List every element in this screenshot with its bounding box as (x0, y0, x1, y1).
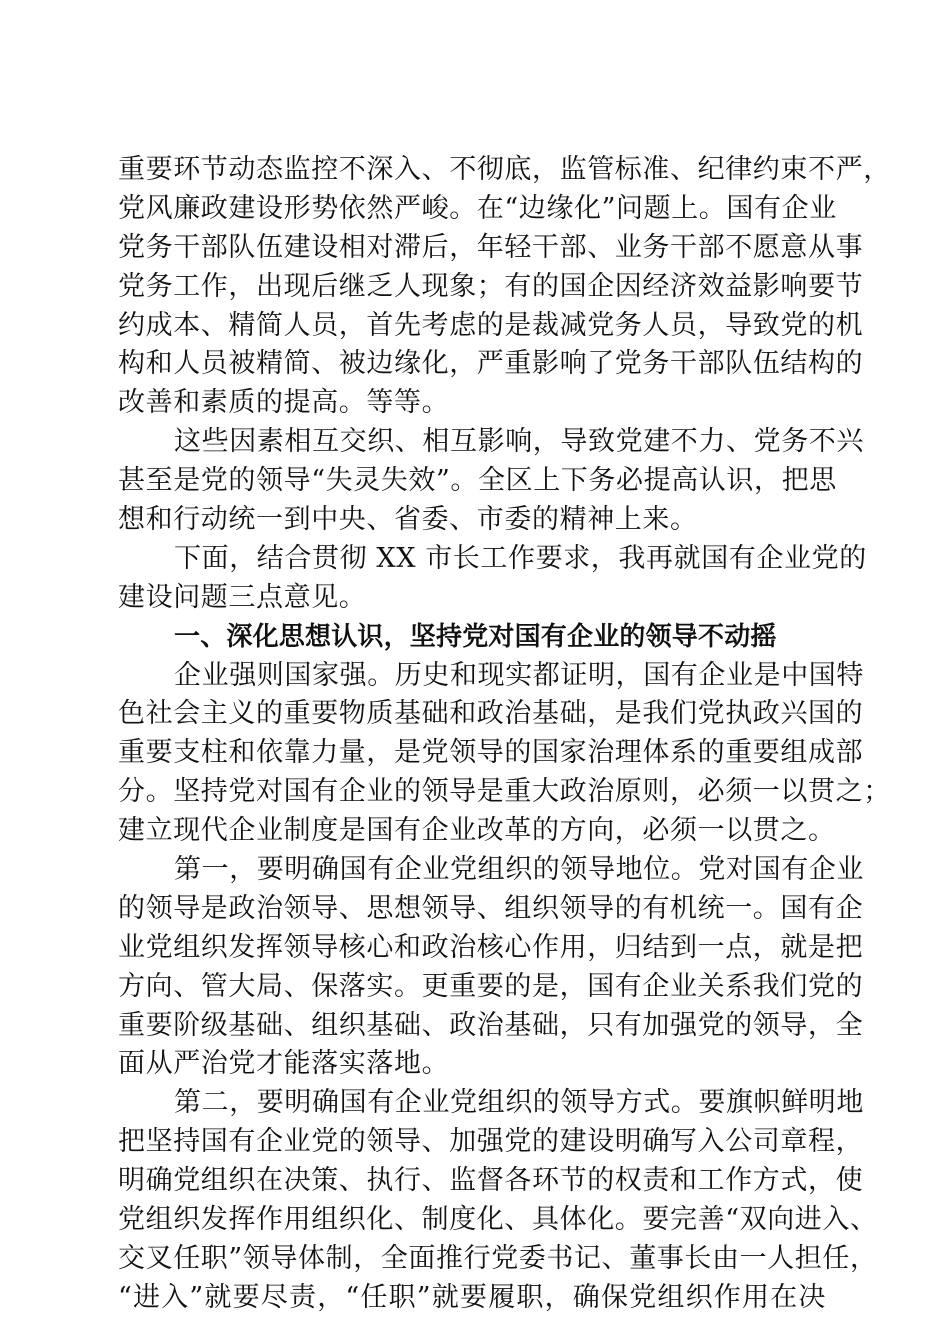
section-heading-text: 一、深化思想认识，坚持党对国有企业的领导不动摇 (174, 621, 777, 652)
text-line: 重要环节动态监控不深入、不彻底，监管标准、纪律约束不严， (118, 154, 891, 185)
text-line: 分。坚持党对国有企业的领导是重大政治原则，必须一以贯之； (118, 776, 891, 808)
section-heading (118, 618, 826, 657)
text-line: 下面，结合贯彻 XX 市长工作要求，我再就国有企业党的 (174, 542, 867, 574)
text-line: 重要支柱和依靠力量，是党领导的国家治理体系的重要组成部 (118, 737, 864, 769)
paragraph-3 (118, 540, 867, 618)
document-body (118, 151, 891, 1318)
text-line: 构和人员被精简、被边缘化，严重影响了党务干部队伍结构的 (118, 348, 864, 380)
text-line: 党风廉政建设形势依然严峻。在“边缘化”问题上。国有企业 (118, 192, 837, 224)
text-line: 交叉任职”领导体制，全面推行党委书记、董事长由一人担任， (118, 1242, 878, 1274)
text-line: 党组织发挥作用组织化、制度化、具体化。要完善“双向进入、 (118, 1204, 878, 1236)
paragraph-1 (118, 151, 891, 423)
text-line: 把坚持国有企业党的领导、加强党的建设明确写入公司章程， (118, 1126, 864, 1158)
text-line: 甚至是党的领导“失灵失效”。全区上下务必提高认识，把思 (118, 465, 837, 497)
text-line: 的领导是政治领导、思想领导、组织领导的有机统一。国有企 (118, 892, 864, 924)
text-line: 建立现代企业制度是国有企业改革的方向，必须一以贯之。 (118, 815, 836, 847)
paragraph-5 (118, 851, 864, 1084)
text-line: 重要阶级基础、组织基础、政治基础，只有加强党的领导，全 (118, 1009, 864, 1041)
text-line: 建设问题三点意见。 (118, 581, 367, 613)
text-line: 改善和素质的提高。等等。 (118, 387, 450, 419)
text-line: 色社会主义的重要物质基础和政治基础，是我们党执政兴国的 (118, 698, 864, 730)
text-line: 党务干部队伍建设相对滞后，年轻干部、业务干部不愿意从事 (118, 231, 864, 263)
text-line: 党务工作，出现后继乏人现象；有的国企因经济效益影响要节 (118, 270, 864, 302)
text-line: 明确党组织在决策、执行、监督各环节的权责和工作方式，使 (118, 1165, 864, 1197)
text-line: “进入”就要尽责，“任职”就要履职，确保党组织作用在决 (118, 1281, 826, 1313)
paragraph-6 (118, 1084, 878, 1317)
text-line: 第二，要明确国有企业党组织的领导方式。要旗帜鲜明地 (174, 1087, 864, 1119)
text-line: 这些因素相互交织、相互影响，导致党建不力、党务不兴 (174, 426, 864, 458)
paragraph-4 (118, 657, 891, 851)
text-line: 方向、管大局、保落实。更重要的是，国有企业关系我们党的 (118, 970, 864, 1002)
text-line: 约成本、精简人员，首先考虑的是裁减党务人员，导致党的机 (118, 309, 864, 341)
paragraph-2 (118, 423, 864, 540)
text-line: 企业强则国家强。历史和现实都证明，国有企业是中国特 (174, 659, 864, 691)
text-line: 业党组织发挥领导核心和政治核心作用，归结到一点，就是把 (118, 931, 864, 963)
text-line: 第一，要明确国有企业党组织的领导地位。党对国有企业 (174, 854, 864, 886)
text-line: 想和行动统一到中央、省委、市委的精神上来。 (118, 504, 698, 536)
text-line: 面从严治党才能落实落地。 (118, 1048, 450, 1080)
